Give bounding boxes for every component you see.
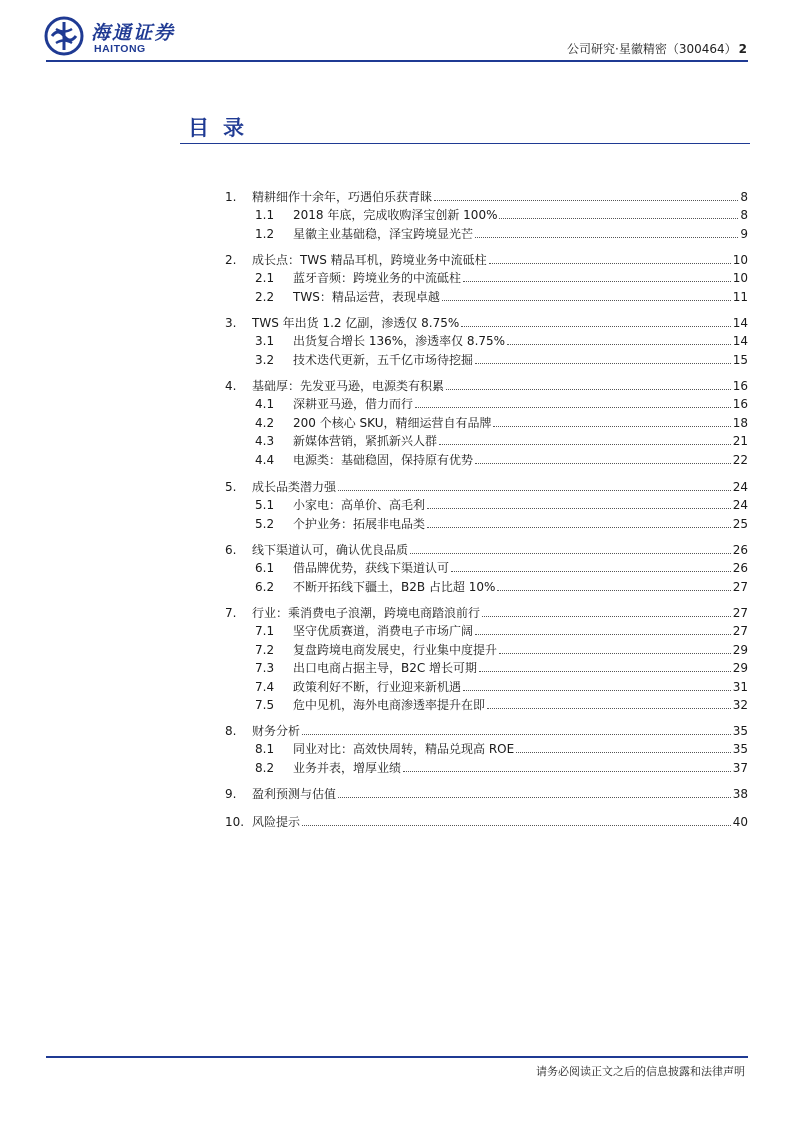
toc-entry[interactable]	[222, 314, 748, 332]
toc-entry-title: 出口电商占据主导，B2C 增长可期	[293, 661, 478, 676]
toc-subentry[interactable]	[222, 288, 748, 306]
toc-entry-title: 基础厚：先发亚马逊，电源类有积累	[252, 379, 445, 393]
toc-entry-title: 政策利好不断，行业迎来新机遇	[293, 679, 462, 694]
toc-dot-leader	[479, 671, 731, 672]
toc-subentry[interactable]	[222, 740, 748, 758]
toc-entry-title: 新媒体营销，紧抓新兴人群	[293, 434, 438, 449]
toc-entry-page: 10	[732, 271, 748, 286]
toc-dot-leader	[302, 734, 731, 735]
toc-entry-page: 11	[732, 289, 748, 304]
toc-subentry[interactable]	[222, 759, 748, 777]
toc-subentry[interactable]	[222, 578, 748, 596]
toc-subentry[interactable]	[222, 269, 748, 287]
toc-subentry[interactable]	[222, 622, 748, 640]
toc-dot-leader	[461, 326, 730, 327]
toc-dot-leader	[439, 444, 731, 445]
toc-entry-page: 16	[732, 379, 748, 393]
toc-dot-leader	[475, 463, 731, 464]
toc-entry-title: 星徽主业基础稳，泽宝跨境显光芒	[293, 226, 474, 241]
toc-subentry[interactable]	[222, 515, 748, 533]
toc-entry-title: 蓝牙音频：跨境业务的中流砥柱	[293, 271, 462, 286]
toc-entry-page: 14	[732, 334, 748, 349]
toc-entry[interactable]	[222, 251, 748, 269]
toc-entry-title: 行业：乘消费电子浪潮，跨境电商踏浪前行	[252, 606, 481, 620]
toc-entry-number: 6.	[225, 543, 237, 557]
toc-dot-leader	[463, 690, 731, 691]
toc-entry-title: TWS：精品运营，表现卓越	[293, 289, 440, 304]
toc-entry[interactable]	[222, 604, 748, 622]
toc-entry-page: 16	[732, 397, 748, 412]
toc-entry-number: 9.	[225, 787, 237, 801]
toc-entry-title: 2018 年底，完成收购泽宝创新 100%	[293, 208, 498, 223]
toc-entry[interactable]	[222, 541, 748, 559]
toc-entry-page: 38	[732, 787, 748, 801]
toc-entry-number: 7.1	[255, 624, 275, 639]
toc-section	[222, 785, 748, 803]
toc-entry-number: 5.2	[255, 516, 275, 531]
toc-entry[interactable]	[222, 813, 748, 831]
toc-dot-leader	[489, 263, 731, 264]
toc-entry-number: 3.1	[255, 334, 275, 349]
toc-entry-title: 成长品类潜力强	[252, 480, 337, 494]
toc-dot-leader	[487, 708, 731, 709]
toc-title: 目录	[188, 116, 258, 140]
toc-dot-leader	[475, 237, 738, 238]
toc-entry-title: 借品牌优势，获线下渠道认可	[293, 561, 450, 576]
toc-dot-leader	[410, 553, 731, 554]
footer-disclaimer: 请务必阅读正文之后的信息披露和法律声明	[536, 1065, 745, 1078]
toc-subentry[interactable]	[222, 451, 748, 469]
toc-section	[222, 604, 748, 714]
toc-entry-title: 财务分析	[252, 724, 301, 738]
toc-dot-leader	[499, 653, 731, 654]
toc-dot-leader	[475, 634, 731, 635]
toc-subentry[interactable]	[222, 641, 748, 659]
toc-dot-leader	[434, 200, 738, 201]
toc-entry[interactable]	[222, 722, 748, 740]
toc-section	[222, 314, 748, 369]
toc-dot-leader	[451, 571, 731, 572]
toc-entry-title: 风险提示	[252, 815, 301, 829]
toc-entry-title: TWS 年出货 1.2 亿副，渗透仅 8.75%	[252, 316, 460, 330]
toc-subentry[interactable]	[222, 206, 748, 224]
toc-section	[222, 377, 748, 469]
toc-entry-page: 27	[732, 579, 748, 594]
toc-entry-page: 32	[732, 697, 748, 712]
toc-dot-leader	[338, 490, 731, 491]
toc-entry-page: 18	[732, 415, 748, 430]
toc-entry-title: 深耕亚马逊，借力而行	[293, 397, 414, 412]
toc-entry-page: 37	[732, 760, 748, 775]
toc-entry-number: 7.5	[255, 697, 275, 712]
toc-entry-number: 10.	[225, 815, 245, 829]
toc-entry-number: 2.	[225, 253, 237, 267]
toc-entry-page: 31	[732, 679, 748, 694]
toc-entry-number: 4.1	[255, 397, 275, 412]
toc-entry-title: 200 个核心 SKU，精细运营自有品牌	[293, 415, 492, 430]
toc-entry-number: 8.1	[255, 742, 275, 757]
toc-entry-title: 精耕细作十余年，巧遇伯乐获青睐	[252, 190, 433, 204]
toc-entry-number: 7.4	[255, 679, 275, 694]
toc-entry-number: 2.1	[255, 271, 275, 286]
toc-subentry[interactable]	[222, 395, 748, 413]
toc-dot-leader	[427, 527, 731, 528]
toc-entry-number: 5.1	[255, 498, 275, 513]
toc-entry-number: 8.	[225, 724, 237, 738]
page-header	[0, 0, 793, 66]
toc-entry-number: 1.	[225, 190, 237, 204]
toc-entry-page: 26	[732, 543, 748, 557]
toc-section	[222, 722, 748, 777]
toc-dot-leader	[463, 281, 731, 282]
toc-dot-leader	[427, 508, 731, 509]
toc-subentry[interactable]	[222, 432, 748, 450]
toc-entry-page: 8	[740, 190, 748, 204]
toc-subentry[interactable]	[222, 659, 748, 677]
toc-entry[interactable]	[222, 377, 748, 395]
toc-entry-number: 6.2	[255, 579, 275, 594]
toc-entry-title: 小家电：高单价、高毛利	[293, 498, 426, 513]
toc-section	[222, 813, 748, 831]
toc-entry[interactable]	[222, 785, 748, 803]
footer-divider	[46, 1056, 748, 1058]
toc-entry-page: 35	[732, 724, 748, 738]
toc-subentry[interactable]	[222, 225, 748, 243]
toc-dot-leader	[403, 771, 731, 772]
toc-entry-page: 25	[732, 516, 748, 531]
toc-entry-number: 2.2	[255, 289, 275, 304]
toc-entry-page: 29	[732, 661, 748, 676]
toc-entry-title: 个护业务：拓展非电品类	[293, 516, 426, 531]
toc-entry-number: 7.2	[255, 642, 275, 657]
toc-subentry[interactable]	[222, 696, 748, 714]
toc-entry-number: 1.1	[255, 208, 275, 223]
toc-dot-leader	[442, 300, 731, 301]
toc-entry-number: 4.4	[255, 452, 275, 467]
toc-subentry[interactable]	[222, 332, 748, 350]
toc-dot-leader	[302, 825, 731, 826]
toc-entry-page: 9	[740, 226, 748, 241]
header-report-info	[567, 40, 747, 57]
toc-entry-page: 35	[732, 742, 748, 757]
toc-entry-page: 8	[740, 208, 748, 223]
toc-entry-title: 出货复合增长 136%，渗透率仅 8.75%	[293, 334, 506, 349]
toc-dot-leader	[516, 752, 731, 753]
logo-chinese-name: 海通证券	[91, 22, 176, 44]
toc-entry-title: 成长点：TWS 精品耳机，跨境业务中流砥柱	[252, 253, 487, 267]
toc-entry-title: 危中见机，海外电商渗透率提升在即	[293, 697, 486, 712]
toc-section	[222, 251, 748, 306]
toc-entry-title: 业务并表，增厚业绩	[293, 760, 402, 775]
toc-entry-number: 6.1	[255, 561, 275, 576]
toc-section	[222, 478, 748, 533]
toc-entry-number: 7.3	[255, 661, 275, 676]
toc-entry[interactable]	[222, 478, 748, 496]
logo-english-name: HAITONG	[94, 43, 146, 55]
toc-entry-page: 24	[732, 498, 748, 513]
haitong-logo	[44, 16, 204, 60]
toc-dot-leader	[507, 344, 731, 345]
toc-entry-number: 7.	[225, 606, 237, 620]
toc-entry[interactable]	[222, 188, 748, 206]
toc-entry-page: 14	[732, 316, 748, 330]
toc-subentry[interactable]	[222, 678, 748, 696]
toc-entry-title: 复盘跨境电商发展史，行业集中度提升	[293, 642, 498, 657]
toc-entry-page: 27	[732, 624, 748, 639]
toc-entry-page: 21	[732, 434, 748, 449]
toc-subentry[interactable]	[222, 414, 748, 432]
toc-title-divider	[180, 143, 750, 144]
toc-entry-title: 技术迭代更新，五千亿市场待挖掘	[293, 352, 474, 367]
toc-entry-title: 盈利预测与估值	[252, 787, 337, 801]
toc-entry-number: 4.3	[255, 434, 275, 449]
toc-entry-number: 4.2	[255, 415, 275, 430]
toc-dot-leader	[493, 426, 730, 427]
toc-entry-title: 电源类：基础稳固，保持原有优势	[293, 452, 474, 467]
toc-subentry[interactable]	[222, 351, 748, 369]
toc-dot-leader	[338, 797, 731, 798]
report-title: 公司研究·星徽精密（300464）	[567, 42, 737, 56]
toc-dot-leader	[415, 407, 731, 408]
toc-entry-page: 24	[732, 480, 748, 494]
toc-entry-title: 不断开拓线下疆土，B2B 占比超 10%	[293, 579, 496, 594]
toc-entry-page: 26	[732, 561, 748, 576]
toc-entry-number: 4.	[225, 379, 237, 393]
toc-entry-title: 线下渠道认可，确认优良品质	[252, 543, 409, 557]
toc-entry-page: 40	[732, 815, 748, 829]
toc-dot-leader	[446, 389, 731, 390]
toc-dot-leader	[499, 218, 738, 219]
toc-entry-number: 5.	[225, 480, 237, 494]
toc-entry-page: 27	[732, 606, 748, 620]
toc-entry-page: 15	[732, 352, 748, 367]
toc-entry-number: 1.2	[255, 226, 275, 241]
toc-dot-leader	[475, 363, 731, 364]
toc-entry-title: 同业对比：高效快周转，精品兑现高 ROE	[293, 742, 515, 757]
toc-entry-number: 8.2	[255, 760, 275, 775]
toc-entry-page: 22	[732, 452, 748, 467]
toc-entry-title: 坚守优质赛道，消费电子市场广阔	[293, 624, 474, 639]
toc-entry-page: 29	[732, 642, 748, 657]
haitong-logo-icon	[44, 16, 84, 56]
toc-dot-leader	[482, 616, 731, 617]
toc-entry-number: 3.2	[255, 352, 275, 367]
toc-dot-leader	[497, 590, 730, 591]
toc-subentry[interactable]	[222, 559, 748, 577]
page-number: 2	[738, 42, 747, 56]
header-divider	[46, 60, 748, 62]
toc-entry-page: 10	[732, 253, 748, 267]
toc-subentry[interactable]	[222, 496, 748, 514]
toc-entry-number: 3.	[225, 316, 237, 330]
toc-section	[222, 188, 748, 243]
toc-section	[222, 541, 748, 596]
